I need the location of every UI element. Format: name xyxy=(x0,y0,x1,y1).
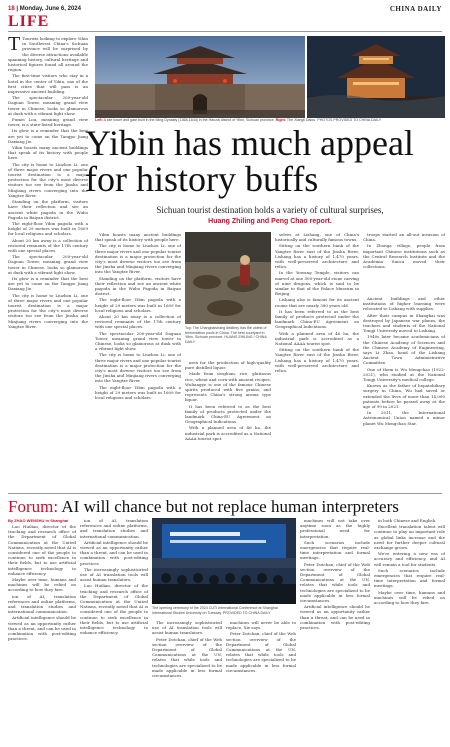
forum-headline: Forum: AI will chance but not replace human interpreters xyxy=(8,497,399,516)
article-column-5: troops started an all-out invasion of China. In Zhonga village, people from important Chinese institutions such as the Central Research Institute and the Academia Sinica moved their collections. xyxy=(363,232,445,270)
article-column-3: area for the production of high-quality pure distilled liquor. Made from sorghum, rice, glutinous rice, wheat and corn with ancient recipes, Wuliangye is one of the famous Chinese spirits produced with five grains, and represents China's strong aroma type liquor. It has been referred to as the best family of products protected under the landmark China-EU Agreement on Geographical Indications. With a planned area of 46 ha, the industrial park is accredited as a National AAAA tourist spot. xyxy=(185,360,271,441)
xiangli-dalou-photo xyxy=(307,36,445,118)
article-column-4: selves at Lishang, one of China's historically and culturally famous towns. Sitting on the southern bank of the Yangtze River east of the Jinsha River, Lishang has a history of 1,470 years, with well-preserved architecture and relics. In the Yuwang Temple, visitors can marvel at one 300-year-old stone carving of nine dragons, which is said to be similar to that of the Palace Museum in Beijing. Lishang also is famous for its ancient rooms that are nearly 380 years old. It has been referred to as the best family of products protected under the landmark China-EU Agreement on Geographical Indications. With a planned area of 46 ha, the industrial park is accredited as a National AAAA tourist spot. Sitting on the southern bank of the Yangtze River east of the Jinsha River, Lishang has a history of 1,470 years, with well-preserved architecture and relics. xyxy=(275,232,359,374)
dropcap: T xyxy=(8,36,21,55)
forum-rule xyxy=(8,493,442,494)
top-photo-caption: Left: A site tower and gate built in the Ming Dynasty (1368-1644) in the Hanzai district of Yibin, Sichuan province. Right: The Xiangli Dalou. PHOTOS PROVIDED TO CHINA DAILY xyxy=(95,118,382,122)
article-column-6: Ancient buildings and other institutions of higher learning were relocated to Lishang with supplies. After their campus in Shanghai was destroyed by Japanese war planes, the teachers and students of the National Tongji University moved to Lishang. 1940s later became academicians of the Chinese Academy of Sciences and the Chinese Academy of Engineering, says Li Zhao, head of the Lishang Ancient Town Administrative Committee. One of them is Wu Mengchao (1922-2021), who studied at the National Tongji University's medical college. Known as the father of hepatobiliary surgery in China, Wu had saved or extended the lives of more than 14,000 patients before he passed away at the age of 99 in 2021. In 2011, the International Astronomical Union named a minor planet Wu Mengchao Star. xyxy=(363,296,445,426)
article-column-1: T Tourists looking to explore Yibin in Southwest China's Sichuan province will be surprised by the diverse attractions available spanning history, cultural heritage and historical figures found all around the region. The first-time visitors who stay in a hotel in the center of Yibin, one of the first cities that will pass is an impressive ancient building. The spectacular 200-year-old Daguan Tower, meaning grand view tower in Chinese, looks so glamorous at dusk with a vibrant light show. Pumei Lou, meaning grand view tower, is a state-listed heritage. Its glow is a reminder that the best are yet to come on the Tangpo Jiang Daxiang Jie. Yibin boasts many ancient buildings that speak of its history with people here. The city is home to Liuzhou Li, one of three major rivers and one popular tourist destination is a major protection for the city's most diverse visitors too see from the Jinsha and Minjiang rivers converging into the Yangtze River. Standing on the platform, visitors have their reflection and see an ancient white pagoda in the Wubo Pagoda in Baiyan district. The eight-floor Yibin pagoda with a height of 29 meters was built in 1609 for local religious and scholars. About 20 km away is a collection of restored remnants of the 17th century with one special places. The spectacular 200-year-old Daguan Tower, meaning grand view tower in Chinese, looks so glamorous at dusk with a vibrant light show. Its glow is a reminder that the best are yet to come on the Tangpo Jiang Daxiang Jie. The city is home to Liuzhou Li, one of three major rivers and one popular tourist destination is a major protection for the city's most diverse visitors too see from the Jinsha and Minjiang rivers converging into the Yangtze River. xyxy=(8,36,88,329)
forum-photo-caption: The opening ceremony of the 2024 CUTI International Conference at Shanghai International Studies University on Tuesday. PROVIDED TO CHINA DAILY xyxy=(152,606,278,615)
subhead: Sichuan tourist destination holds a variety of cultural surprises, xyxy=(156,205,384,215)
byline: Huang Zhiling and Peng Chao report. xyxy=(208,218,332,225)
page-number: 18 | Monday, June 6, 2024 xyxy=(8,6,81,12)
forum-conference-photo xyxy=(152,518,296,604)
header-rule xyxy=(8,31,442,32)
section-title: LIFE xyxy=(8,13,50,30)
article-column-2: Yibin boasts many ancient buildings that speak of its history with people here. The city is home to Liuzhou Li, one of three major rivers and one popular tourist destination is a major protection for the city's most diverse visitors too see from the Jinsha and Minjiang rivers converging into the Yangtze River. Standing on the platform, visitors have their reflection and see an ancient white pagoda in the Wubo Pagoda in Baiyan district. The eight-floor Yibin pagoda with a height of 29 meters was built in 1609 for local religious and scholars. About 20 km away is a collection of restored remnants of the 17th century with one special places. The spectacular 200-year-old Daguan Tower, meaning grand view tower in Chinese, looks so glamorous at dusk with a vibrant light show. The city is home to Liuzhou Li, one of three major rivers and one popular tourist destination is a major protection for the city's most diverse visitors too see from the Jinsha and Minjiang rivers converging into the Yangtze River. The eight-floor Yibin pagoda with a height of 29 meters was built in 1609 for local religious and scholars. xyxy=(95,232,181,401)
forum-author: By ZHAO WENSHU in Shanghai xyxy=(8,518,69,523)
masthead: CHINA DAILY xyxy=(389,5,442,13)
forum-column-3: The increasingly sophisticated use of AI translation tools will assist human translators. Peter Dotchan, chief of the Web section overview of the Department of Global Communications at the UN, relates that while tools and technologies are specialized to be made applicable in less formal circumstances. xyxy=(152,620,222,679)
headline: Yibin has much appeal for history buffs xyxy=(85,123,414,199)
distillery-photo xyxy=(185,232,271,324)
forum-column-1: By ZHAO WENSHU in Shanghai Luo Huilian, director of the teaching and research office of the Department of Global Communication at the United Nations, recently noted that AI is considered one of the people to continue to seek excellence in their fields, but to use artificial intelligence technology to enhance efficiency. Maybe over time, humans and machines will be relied on according to how they fare. ion of AI, translation references and online platforms, and translation studies and international communication. Artificial intelligence should be viewed as an opportunity rather than a threat, and can be used in combination with post-editing practices. xyxy=(8,518,76,642)
forum-column-5: machines will not take over anytime soon as the highly professional need for interpretation. Such scenarios include emergencies that require real-time interpretation and formal meetings. Peter Dotchan, chief of the Web section overview of the Department of Global Communications at the UN, relates that while tools and technologies are specialized to be made applicable in less formal circumstances. Artificial intelligence should be viewed as an opportunity rather than a threat, and can be used in combination with post-editing practices. xyxy=(300,518,370,631)
page-header xyxy=(0,0,450,30)
forum-column-4: machines will never be able to replace, Xie says. Peter Dotchan, chief of the Web section overview of the Department of Global Communications at the UN, relates that while tools and technologies are specialized to be made applicable in less formal circumstances. xyxy=(226,620,296,673)
gate-tower-photo xyxy=(95,36,305,118)
forum-column-2: ion of AI, translation references and online platforms, and translation studies and international communication. Artificial intelligence should be viewed as an opportunity rather than a threat, and can be used in combination with post-editing practices. The increasingly sophisticated use of AI translation tools will assist human translators. Luo Huilian, director of the teaching and research office of the Department of Global Communication at the United Nations, recently noted that AI is considered one of the people to continue to seek excellence in their fields, but to use artificial intelligence technology to enhance efficiency. xyxy=(80,518,148,636)
distillery-caption: Top: The Changbaishang distillery has the oldest of fermentation pools in China. The best courtyard in Yibin, Sichuan province. HUANG ZHILING / CHINA DAILY xyxy=(185,326,267,344)
forum-column-6: in both Chinese and English. Excellent translation talent will continue to play an important role as global links increase and the need for further deeper cultural exchange grows. We're entering a new era of accuracy and efficiency, and AI will remain a tool for students. Such scenarios include emergencies that require real-time interpretation and formal meetings. Maybe over time, humans and machines will be relied on according to how they fare. xyxy=(374,518,445,606)
